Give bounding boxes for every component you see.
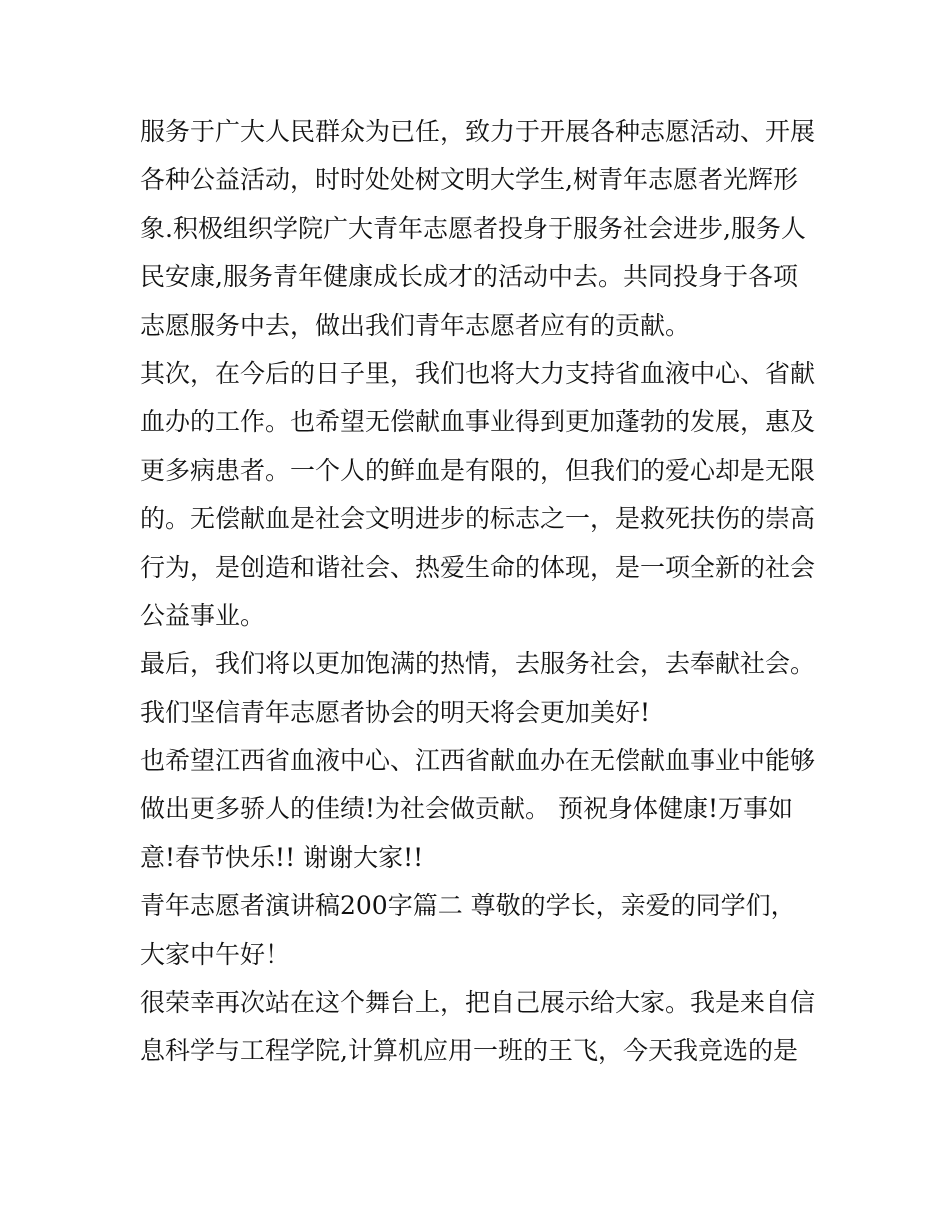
text-line: 大家中午好！ (140, 939, 291, 969)
text-line: 血办的工作。也希望无偿献血事业得到更加蓬勃的发展，惠及 (140, 407, 816, 437)
text-line: 也希望江西省血液中心、江西省献血办在无偿献血事业中能够 (140, 746, 816, 776)
text-line: 各种公益活动，时时处处树文明大学生,树青年志愿者光辉形 (140, 165, 798, 195)
document-body (140, 108, 820, 1076)
text-line: 民安康,服务青年健康成长成才的活动中去。共同投身于各项 (140, 262, 798, 292)
text-line: 服务于广大人民群众为已任，致力于开展各种志愿活动、开展 (140, 117, 816, 146)
text-line: 最后，我们将以更加饱满的热情，去服务社会，去奉献社会。 (140, 649, 816, 679)
text-line: 青年志愿者演讲稿200字篇二 尊敬的学长，亲爱的同学们， (140, 891, 796, 921)
text-line: 更多病患者。一个人的鲜血是有限的，但我们的爱心却是无限 (140, 455, 816, 485)
text-line: 我们坚信青年志愿者协会的明天将会更加美好! (140, 697, 651, 727)
text-line: 很荣幸再次站在这个舞台上，把自己展示给大家。我是来自信 (140, 988, 816, 1018)
text-line: 的。无偿献血是社会文明进步的标志之一，是救死扶伤的崇高 (140, 504, 816, 534)
text-line: 其次，在今后的日子里，我们也将大力支持省血液中心、省献 (140, 358, 816, 388)
text-line: 做出更多骄人的佳绩!为社会做贡献。 预祝身体健康!万事如 (140, 794, 794, 824)
text-line: 行为，是创造和谐社会、热爱生命的体现，是一项全新的社会 (140, 552, 816, 582)
text-line: 公益事业。 (140, 600, 266, 630)
text-line: 象.积极组织学院广大青年志愿者投身于服务社会进步,服务人 (140, 213, 806, 243)
text-line: 息科学与工程学院,计算机应用一班的王飞，今天我竞选的是 (140, 1036, 798, 1066)
text-line: 志愿服务中去，做出我们青年志愿者应有的贡献。 (140, 310, 691, 340)
text-line: 意!春节快乐!! 谢谢大家!! (140, 842, 424, 872)
